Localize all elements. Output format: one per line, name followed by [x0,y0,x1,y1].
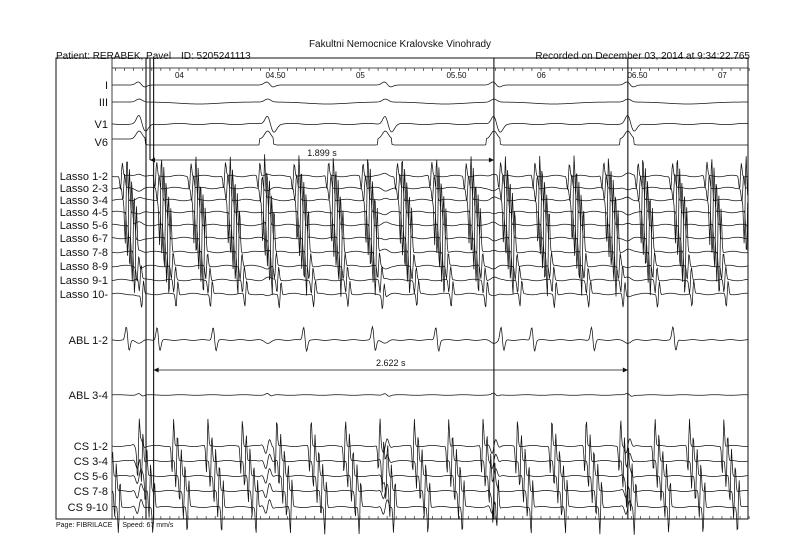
channel-trace [112,393,748,396]
time-tick-label: 05 [355,71,365,80]
channel-trace [112,419,748,476]
page-name: Page: FIBRILACE [56,522,113,529]
channel-label: I [104,80,108,92]
channel-trace [112,327,748,351]
channel-trace [112,463,748,523]
page-footer [56,522,181,529]
channel-trace [112,174,748,202]
channel-label: Lasso 4-5 [59,207,108,219]
time-tick-label: 06.50 [627,71,648,80]
channel-trace [112,162,748,190]
time-tick-label: 07 [717,71,727,80]
channel-label: Lasso 5-6 [59,220,108,232]
channel-trace [112,206,748,296]
channel-trace [112,252,748,281]
channel-trace [112,266,748,294]
channel-label: Lasso 10- [59,289,108,301]
time-tick-label: 05.50 [446,71,467,80]
patient-id: ID: 5205241113 [181,51,251,62]
patient-name: Patient: RERABEK, Pavel [56,51,172,62]
channel-label: ABL 1-2 [68,335,108,347]
channel-label: CS 3-4 [73,456,108,468]
channel-label: CS 1-2 [73,441,108,453]
channel-trace [112,280,748,309]
channel-trace [112,193,748,283]
channel-label: ABL 3-4 [68,390,108,402]
channel-label: Lasso 1-2 [59,171,108,183]
channel-label: Lasso 7-8 [59,247,108,259]
time-tick-label: 06 [536,71,546,80]
channel-label: V1 [94,119,108,131]
channel-label: V6 [94,137,108,149]
channel-trace [112,99,748,104]
channel-trace [112,154,748,245]
channel-label: CS 9-10 [67,502,108,514]
channel-label: III [98,97,108,109]
channel-label: CS 7-8 [73,486,108,498]
channel-trace [112,131,748,145]
channel-label: CS 5-6 [73,471,108,483]
channel-label: Lasso 8-9 [59,261,108,273]
channel-label: Lasso 9-1 [59,275,108,287]
channel-trace [112,480,748,535]
channel-label: Lasso 6-7 [59,233,108,245]
time-tick-label: 04.50 [265,71,286,80]
recorded-timestamp: Recorded on December 03, 2014 at 9:34:22.765 [535,51,750,62]
speed-readout: Speed: 67 mm/s [122,522,174,529]
chart-frame [56,58,748,519]
channel-label: Lasso 3-4 [59,195,108,207]
measurement-label: 1.899 s [307,148,337,158]
time-tick-label: 04 [174,71,184,80]
page-title: Fakultni Nemocnice Kralovske Vinohrady [308,39,492,50]
channel-label: Lasso 2-3 [59,183,108,195]
measurement-label: 2.622 s [375,358,406,368]
channel-trace [112,115,748,132]
channel-trace [112,82,748,87]
